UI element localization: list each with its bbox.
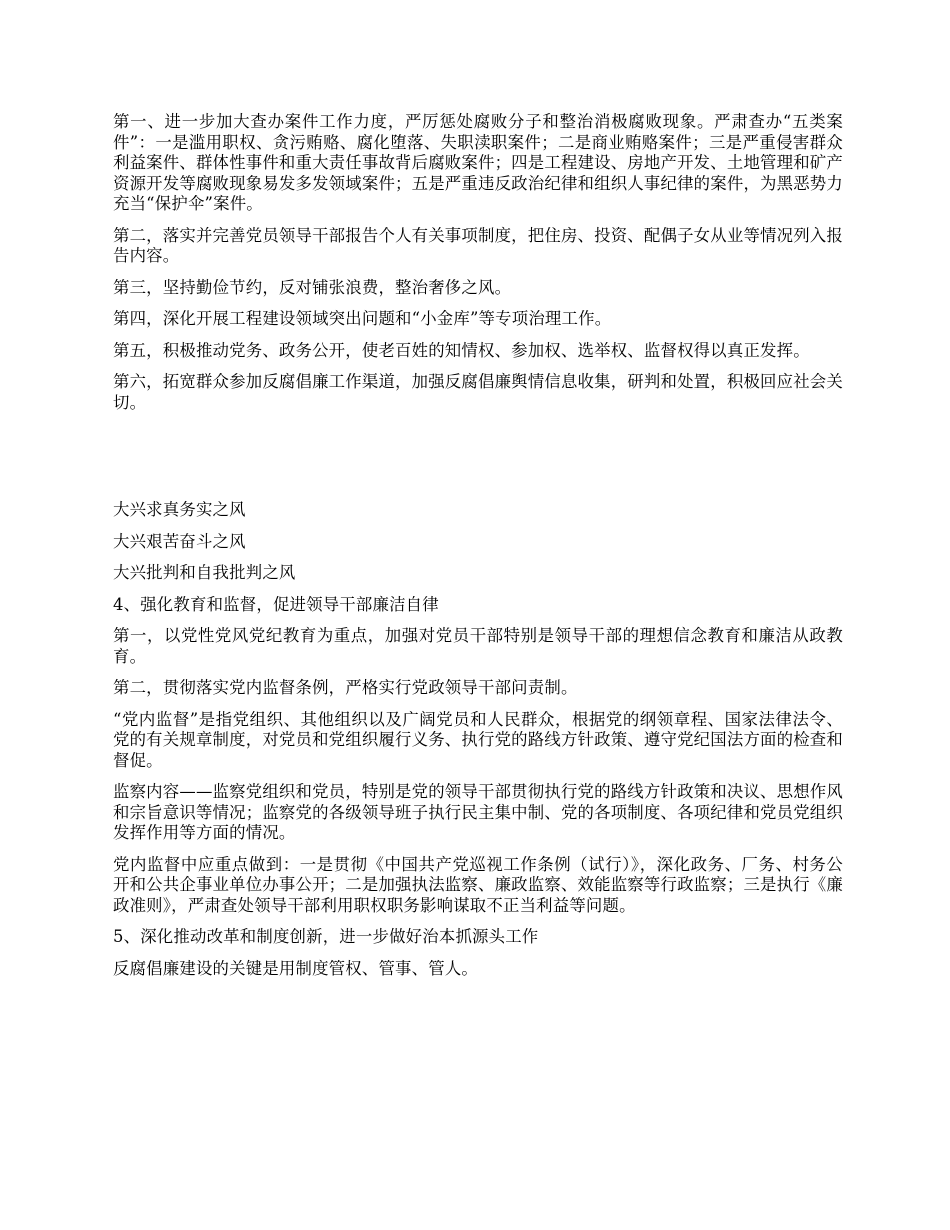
paragraph-supervision-focus: 党内监督中应重点做到：一是贯彻《中国共产党巡视工作条例（试行）》，深化政务、厂务、村务公开和公共企事业单位办事公开；二是加强执法监察、廉政监察、效能监察等行政监察；三是执行《廉政准则》，严肃查处领导干部利用职权职务影响谋取不正当利益等问题。 [113,854,843,915]
paragraph-fifth-openness: 第五，积极推动党务、政务公开，使老百姓的知情权、参加权、选举权、监督权得以真正发挥。 [113,340,810,360]
paragraph-supervision-content: 监察内容——监察党组织和党员，特别是党的领导干部贯彻执行党的路线方针政策和决议、思想作风和宗旨意识等情况；监察党的各级领导班子执行民主集中制、党的各项制度、各项纪律和党员党组织发挥作用等方面的情况。 [113,782,843,842]
paragraph-sixth-public-participation: 第六，拓宽群众参加反腐倡廉工作渠道，加强反腐倡廉舆情信息收集，研判和处置，积极回应社会关切。 [113,372,843,412]
blank-gap [113,424,843,500]
line-pragmatic-style: 大兴求真务实之风 [113,500,246,519]
line-hard-work-style: 大兴艰苦奋斗之风 [113,531,246,551]
paragraph-second-report-system: 第二，落实并完善党员领导干部报告个人有关事项制度，把住房、投资、配偶子女从业等情况列入报告内容。 [113,225,843,265]
paragraph-second-accountability: 第二，贯彻落实党内监督条例，严格实行党政领导干部问责制。 [113,678,578,697]
paragraph-fourth-special-governance: 第四，深化开展工程建设领域突出问题和“小金库”等专项治理工作。 [113,309,612,328]
paragraph-first-case-investigation: 第一、进一步加大查办案件工作力度，严厉惩处腐败分子和整治消极腐败现象。严肃查办“五类案件”：一是滥用职权、贪污贿赂、腐化堕落、失职渎职案件；二是商业贿赂案件；三是严重侵害群众利益案件、群体性事件和重大责任事故背后腐败案件；四是工程建设、房地产开发、土地管理和矿产资源开发等腐败现象易发多发领域案件；五是严重违反政治纪律和组织人事纪律的案件，为黑恶势力充当“保护伞”案件。 [113,112,843,213]
paragraph-key-institution: 反腐倡廉建设的关键是用制度管权、管事、管人。 [113,958,478,978]
document-page [113,112,843,990]
section-heading-4: 4、强化教育和监督，促进领导干部廉洁自律 [113,594,439,614]
paragraph-party-supervision-definition: “党内监督”是指党组织、其他组织以及广阔党员和人民群众，根据党的纲领章程、国家法律法令、党的有关规章制度，对党员和党组织履行义务、执行党的路线方针政策、遵守党纪国法方面的检查和督促。 [113,709,843,770]
paragraph-first-education: 第一，以党性党风党纪教育为重点，加强对党员干部特别是领导干部的理想信念教育和廉洁从政教育。 [113,626,843,666]
paragraph-third-frugality: 第三，坚持勤俭节约，反对铺张浪费，整治奢侈之风。 [113,277,512,297]
section-heading-5: 5、深化推动改革和制度创新，进一步做好治本抓源头工作 [113,927,539,946]
line-criticism-style: 大兴批判和自我批判之风 [113,563,296,582]
